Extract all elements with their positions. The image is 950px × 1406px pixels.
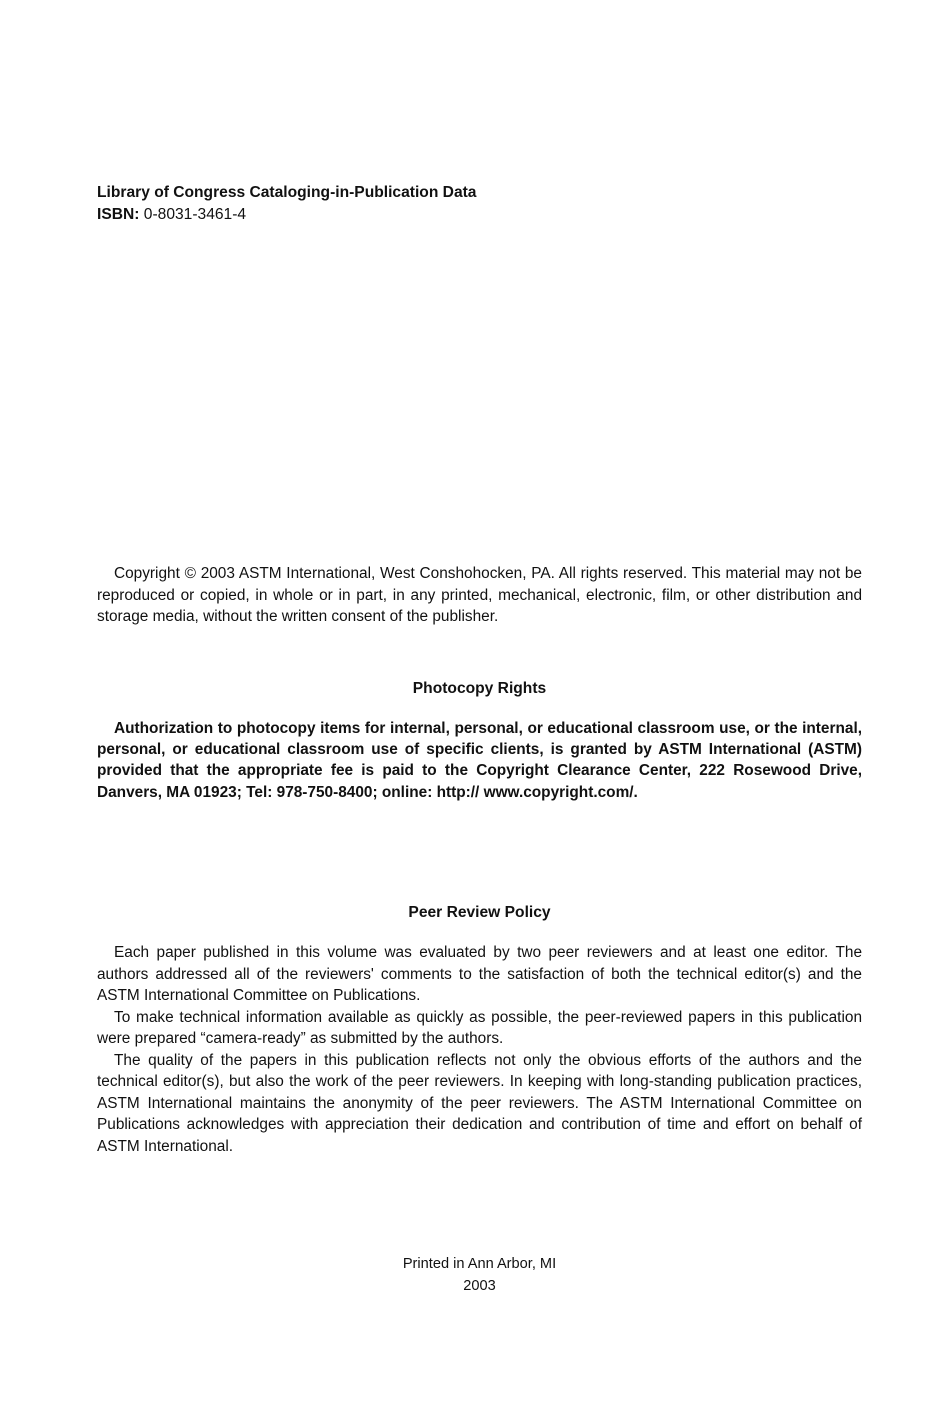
imprint [97,1253,862,1297]
photocopy-rights-text: Authorization to photocopy items for internal, personal, or educational classroom use, or the internal, personal, or educational classroom use of specific clients, is granted by ASTM International (ASTM) provided that the appropriate fee is paid to the Copyright Clearance Center, 222 Rosewood Drive, Danvers, MA 01923; Tel: 978-750-8400; online: http:// www.copyright.com/. [97,720,862,801]
peer-review-heading: Peer Review Policy [408,904,551,921]
printed-year: 2003 [463,1278,496,1294]
peer-review-body [97,942,862,1157]
isbn-label: ISBN: [97,206,140,223]
peer-review-paragraph: The quality of the papers in this publication reflects not only the obvious efforts of the authors and the technical editor(s), but also the work of the peer reviewers. In keeping with long-standing publication practices, ASTM International maintains the anonymity of the peer reviewers. The ASTM International Committee on Publications acknowledges with appreciation their dedication and contribution of time and effort on behalf of ASTM International. [97,1051,862,1155]
photocopy-rights-body [97,718,862,803]
cip-title: Library of Congress Cataloging-in-Publication Data [97,184,477,201]
copyright-notice [97,563,862,628]
isbn-value: 0-8031-3461-4 [139,206,247,223]
printed-location: Printed in Ann Arbor, MI [402,1256,557,1272]
copyright-text: Copyright © 2003 ASTM International, West Conshohocken, PA. All rights reserved. This material may not be reproduced or copied, in whole or in part, in any printed, mechanical, electronic, film, or other distribution and storage media, without the written consent of the publisher. [97,565,862,625]
photocopy-rights-heading: Photocopy Rights [412,680,547,697]
peer-review-paragraph: To make technical information available as quickly as possible, the peer-reviewed papers in this publication were prepared “camera-ready” as submitted by the authors. [97,1008,862,1047]
isbn-line [97,204,246,226]
peer-review-paragraph: Each paper published in this volume was evaluated by two peer reviewers and at least one editor. The authors addressed all of the reviewers' comments to the satisfaction of both the technical editor(s) and the ASTM International Committee on Publications. [97,944,862,1004]
